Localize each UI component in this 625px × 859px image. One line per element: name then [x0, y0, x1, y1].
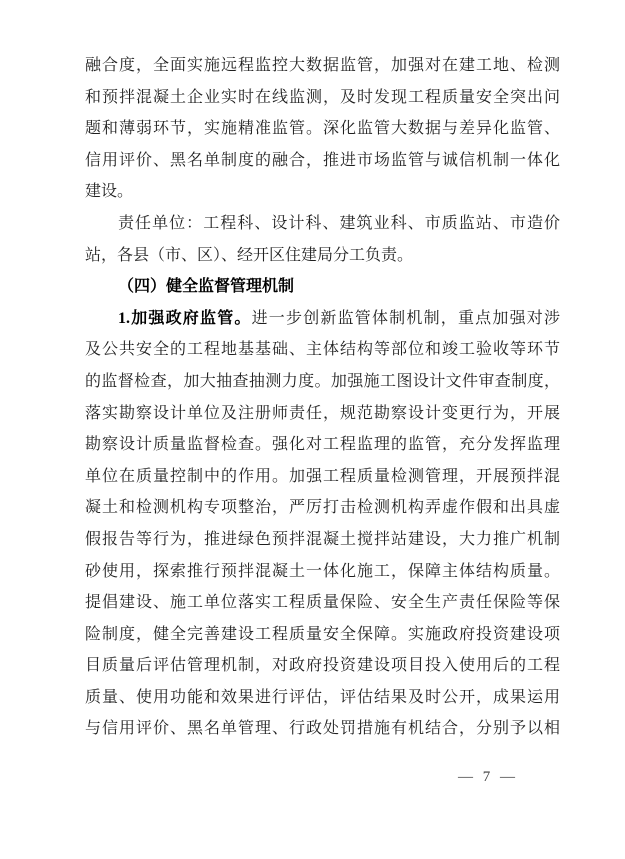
text-segment: 凝土和检测机构专项整治，严厉打击检测机构弄虚作假和出具虚: [85, 499, 560, 517]
text-segment: 提倡建设、施工单位落实工程质量保险、安全生产责任保险等保: [85, 594, 560, 612]
text-line-15: [85, 492, 560, 524]
text-line-18: [85, 587, 560, 619]
page-number: — 7 —: [458, 769, 518, 785]
text-line-7: [85, 240, 560, 272]
text-segment: 砂使用，探索推行预拌混凝土一体化施工，保障主体结构质量。: [85, 562, 560, 580]
text-segment: 与信用评价、黑名单管理、行政处罚措施有机结合，分别予以相: [85, 720, 560, 738]
document-body: [85, 50, 560, 745]
text-segment: 勘察设计质量监督检查。强化对工程监理的监管，充分发挥监理: [85, 436, 560, 454]
text-line-21: [85, 682, 560, 714]
text-line-2: [85, 82, 560, 114]
text-segment: 信用评价、黑名单制度的融合，推进市场监管与诚信机制一体化: [85, 151, 560, 169]
text-segment: 目质量后评估管理机制，对政府投资建设项目投入使用后的工程: [85, 657, 560, 675]
text-line-13: [85, 429, 560, 461]
text-line-12: [85, 398, 560, 430]
text-line-6: [85, 208, 560, 240]
text-line-4: [85, 145, 560, 177]
text-segment: 单位在质量控制中的作用。加强工程质量检测管理，开展预拌混: [85, 467, 560, 485]
text-line-19: [85, 619, 560, 651]
text-segment: 假报告等行为，推进绿色预拌混凝土搅拌站建设，大力推广机制: [85, 530, 560, 548]
text-line-3: [85, 113, 560, 145]
text-line-8: [85, 271, 560, 303]
text-line-20: [85, 650, 560, 682]
text-line-10: [85, 334, 560, 366]
text-segment: 责任单位：工程科、设计科、建筑业科、市质监站、市造价: [118, 214, 560, 232]
text-line-17: [85, 556, 560, 588]
text-line-9: [85, 303, 560, 335]
text-line-16: [85, 524, 560, 556]
text-segment: 险制度，健全完善建设工程质量安全保障。实施政府投资建设项: [85, 625, 560, 643]
text-segment: 及公共安全的工程地基基础、主体结构等部位和竣工验收等环节: [85, 341, 560, 359]
text-line-14: [85, 461, 560, 493]
text-segment: 融合度，全面实施远程监控大数据监管，加强对在建工地、检测: [85, 57, 560, 74]
text-segment: 站，各县（市、区）、经开区住建局分工负责。: [85, 246, 414, 264]
bold-text-segment: （四）健全监督管理机制: [118, 278, 295, 296]
text-line-1: [85, 50, 560, 82]
text-segment: 质量、使用功能和效果进行评估，评估结果及时公开，成果运用: [85, 688, 560, 706]
text-segment: 落实勘察设计单位及注册师责任，规范勘察设计变更行为，开展: [85, 404, 560, 422]
text-segment: 建设。: [85, 183, 134, 201]
text-segment: 和预拌混凝土企业实时在线监测，及时发现工程质量安全突出问: [85, 88, 560, 106]
text-line-22: [85, 713, 560, 745]
text-line-11: [85, 366, 560, 398]
text-line-5: [85, 176, 560, 208]
text-segment: 进一步创新监管体制机制，重点加强对涉: [251, 309, 560, 327]
text-segment: 的监督检查，加大抽查抽测力度。加强施工图设计文件审查制度，: [85, 372, 560, 390]
text-segment: 题和薄弱环节，实施精准监管。深化监管大数据与差异化监管、: [85, 120, 560, 138]
bold-text-segment: 1.加强政府监管。: [118, 309, 252, 327]
